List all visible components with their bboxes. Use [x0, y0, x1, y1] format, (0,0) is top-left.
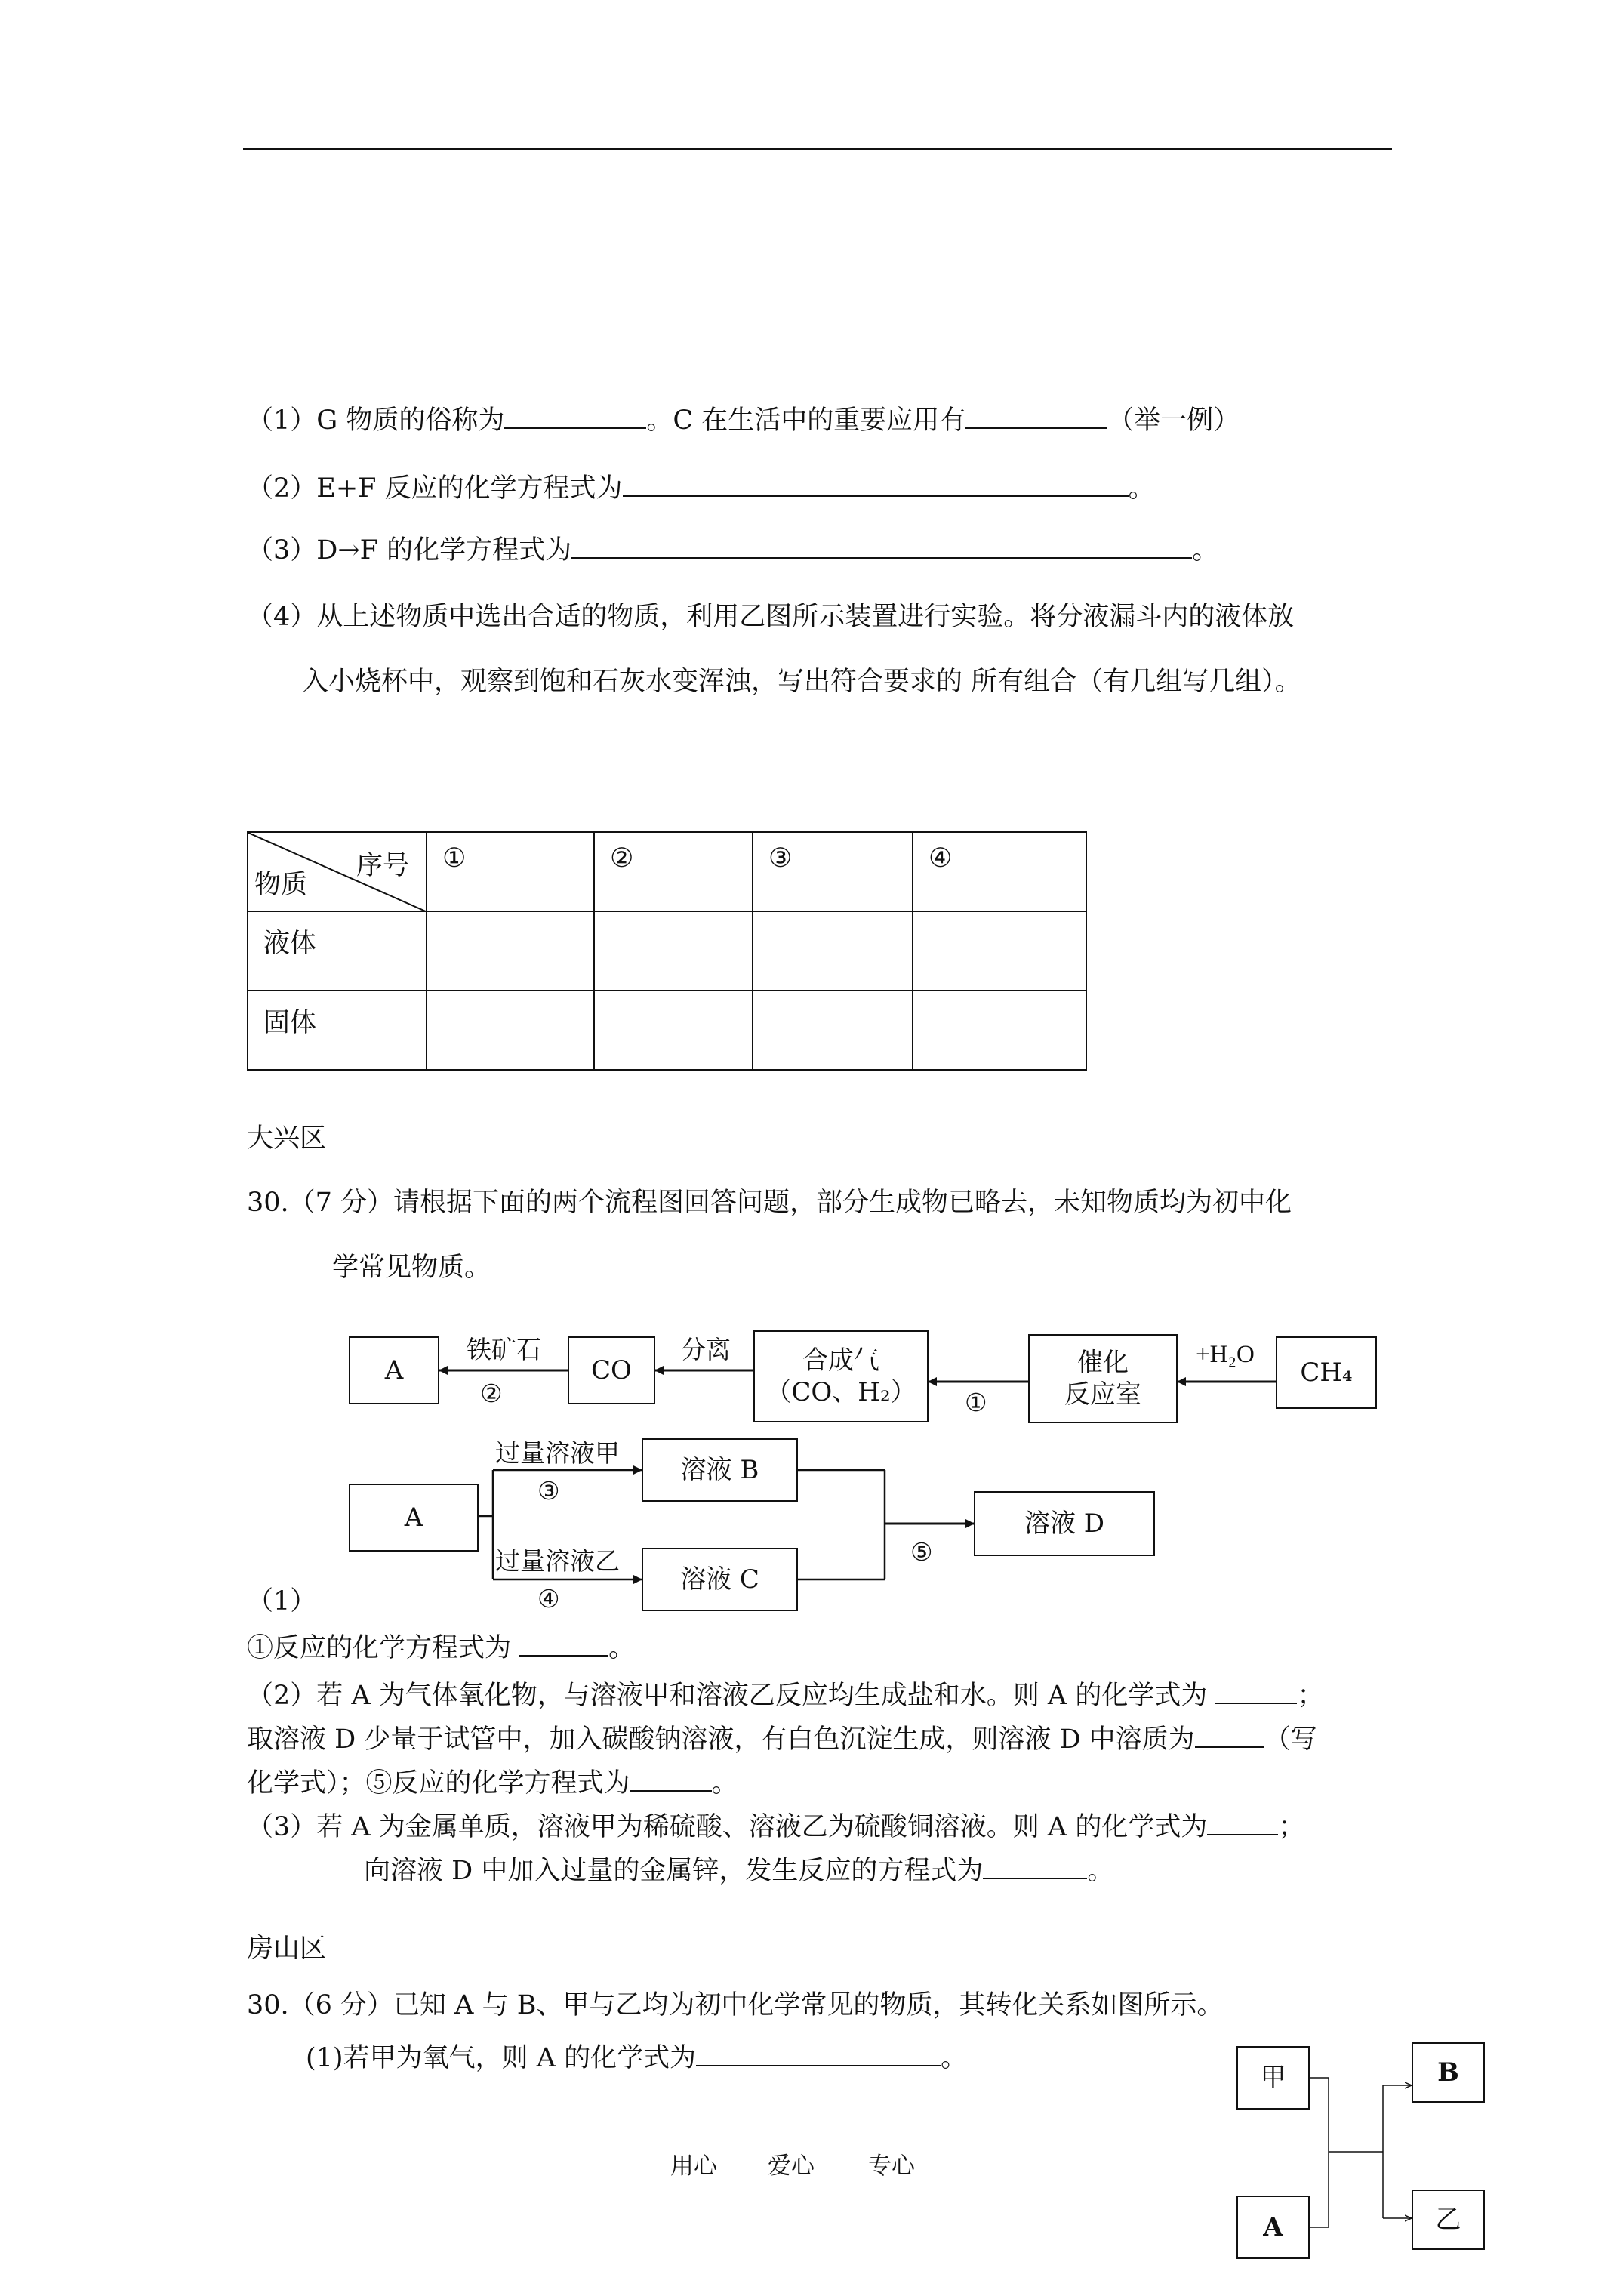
- flow1-box-syngas: [753, 1330, 929, 1422]
- answer-blank: [519, 1632, 608, 1657]
- flow1-box-co: CO: [568, 1336, 655, 1404]
- diagram-box-yi: 乙: [1412, 2190, 1485, 2250]
- sub2-text-c: 取溶液 D 少量于试管中，加入碳酸钠溶液，有白色沉淀生成，则溶液 D 中溶质为: [247, 1724, 1195, 1755]
- column-header-2: ②: [594, 832, 753, 911]
- reactor-label-2: 反应室: [1064, 1379, 1141, 1410]
- syngas-formula: （CO、H₂）: [765, 1377, 916, 1407]
- header-serial: 序号: [356, 851, 409, 881]
- daxing-question-line2: 学常见物质。: [332, 1253, 491, 1283]
- syngas-label: 合成气: [802, 1345, 879, 1376]
- fangshan-question: 30.（6 分）已知 A 与 B、甲与乙均为初中化学常见的物质，其转化关系如图所示。: [247, 1990, 1224, 2020]
- flow2-box-solution-c: 溶液 C: [642, 1548, 798, 1611]
- column-header-3: ③: [753, 832, 913, 911]
- daxing-sub1: [247, 1632, 635, 1664]
- sub3-text-c: 向溶液 D 中加入过量的金属锌，发生反应的方程式为: [364, 1856, 984, 1886]
- q2-text-b: 。: [1128, 473, 1155, 504]
- flow1-box-a: A: [349, 1336, 439, 1404]
- fangshan-sub1-text-b: 。: [941, 2043, 968, 2073]
- q1-text-b: 。C 在生活中的重要应用有: [646, 405, 966, 436]
- column-header-4: ④: [913, 832, 1086, 911]
- diagram-box-a: A: [1236, 2196, 1310, 2259]
- label-excess-solution-jia: 过量溶液甲: [495, 1438, 620, 1468]
- answer-blank: [696, 2042, 941, 2066]
- daxing-sub2-line1: [247, 1680, 1323, 1712]
- label-separation: 分离: [681, 1335, 731, 1364]
- sub2-text-a: （2）若 A 为气体氧化物，与溶液甲和溶液乙反应均生成盐和水。则 A 的化学式为: [247, 1681, 1216, 1711]
- sub2-text-e: 化学式）；⑤反应的化学方程式为: [247, 1768, 630, 1798]
- daxing-sub2-line2: [247, 1724, 1317, 1755]
- flow2-box-a: A: [349, 1484, 479, 1552]
- footer-text-1: 用心: [670, 2153, 717, 2180]
- step-3: ③: [537, 1476, 560, 1505]
- sub2-text-d: （写: [1264, 1724, 1317, 1755]
- answer-blank: [983, 1855, 1087, 1879]
- flow2-box-solution-d: 溶液 D: [974, 1491, 1155, 1556]
- q1-text-c: （举一例）: [1107, 405, 1240, 436]
- flow1-box-reactor: [1028, 1334, 1178, 1423]
- question-4-line1: （4）从上述物质中选出合适的物质，利用乙图所示装置进行实验。将分液漏斗内的液体放: [247, 602, 1295, 632]
- flow2-box-solution-b: 溶液 B: [642, 1438, 798, 1502]
- question-4-line2: 入小烧杯中，观察到饱和石灰水变浑浊，写出符合要求的 所有组合（有几组写几组）。: [302, 667, 1301, 697]
- answer-blank: [1207, 1811, 1278, 1835]
- sub2-text-b: ；: [1297, 1681, 1324, 1711]
- sub1-text-a: ①反应的化学方程式为: [247, 1633, 520, 1663]
- district-fangshan: 房山区: [247, 1934, 327, 1964]
- header-substance: 物质: [254, 870, 308, 900]
- sub1-text-b: 。: [608, 1633, 636, 1663]
- q3-text-a: （3）D→F 的化学方程式为: [247, 535, 572, 566]
- footer-text-3: 专心: [868, 2153, 915, 2180]
- daxing-question-line1: 30.（7 分）请根据下面的两个流程图回答问题，部分生成物已略去，未知物质均为初中化: [247, 1188, 1292, 1218]
- daxing-sub3-line1: [247, 1811, 1304, 1843]
- sub3-text-b: ；: [1278, 1812, 1305, 1842]
- q1-text-a: （1）G 物质的俗称为: [247, 405, 505, 436]
- step-5: ⑤: [910, 1537, 933, 1567]
- step-4: ④: [537, 1584, 560, 1613]
- fangshan-sub1-text-a: (1)若甲为氧气，则 A 的化学式为: [306, 2043, 697, 2073]
- step-1: ①: [965, 1388, 987, 1417]
- row-label-liquid: 液体: [248, 911, 427, 991]
- reactor-label-1: 催化: [1077, 1348, 1129, 1378]
- label-iron-ore: 铁矿石: [467, 1335, 541, 1364]
- q3-text-b: 。: [1192, 535, 1219, 566]
- fangshan-sub1: [306, 2042, 967, 2074]
- daxing-sub3-line2: [364, 1855, 1113, 1887]
- diagram-box-b: B: [1412, 2042, 1485, 2103]
- sub3-text-d: 。: [1087, 1856, 1114, 1886]
- sub3-text-a: （3）若 A 为金属单质，溶液甲为稀硫酸、溶液乙为硫酸铜溶液。则 A 的化学式为: [247, 1812, 1208, 1842]
- step-2: ②: [480, 1379, 503, 1408]
- daxing-sub2-line3: [247, 1767, 738, 1799]
- label-water: +H₂O: [1196, 1341, 1255, 1368]
- sub2-text-f: 。: [711, 1768, 738, 1798]
- row-label-solid: 固体: [248, 991, 427, 1070]
- column-header-1: ①: [427, 832, 594, 911]
- daxing-sub1-label: （1）: [247, 1586, 317, 1616]
- flow1-box-ch4: CH₄: [1276, 1336, 1377, 1409]
- answer-blank: [1215, 1680, 1297, 1704]
- answer-blank: [1195, 1724, 1264, 1748]
- footer-text-2: 爱心: [768, 2153, 815, 2180]
- label-excess-solution-yi: 过量溶液乙: [495, 1546, 620, 1576]
- q2-text-a: （2）E+F 反应的化学方程式为: [247, 473, 623, 504]
- diagram-box-jia: 甲: [1236, 2046, 1310, 2110]
- answer-blank: [630, 1767, 712, 1792]
- district-daxing: 大兴区: [247, 1123, 327, 1154]
